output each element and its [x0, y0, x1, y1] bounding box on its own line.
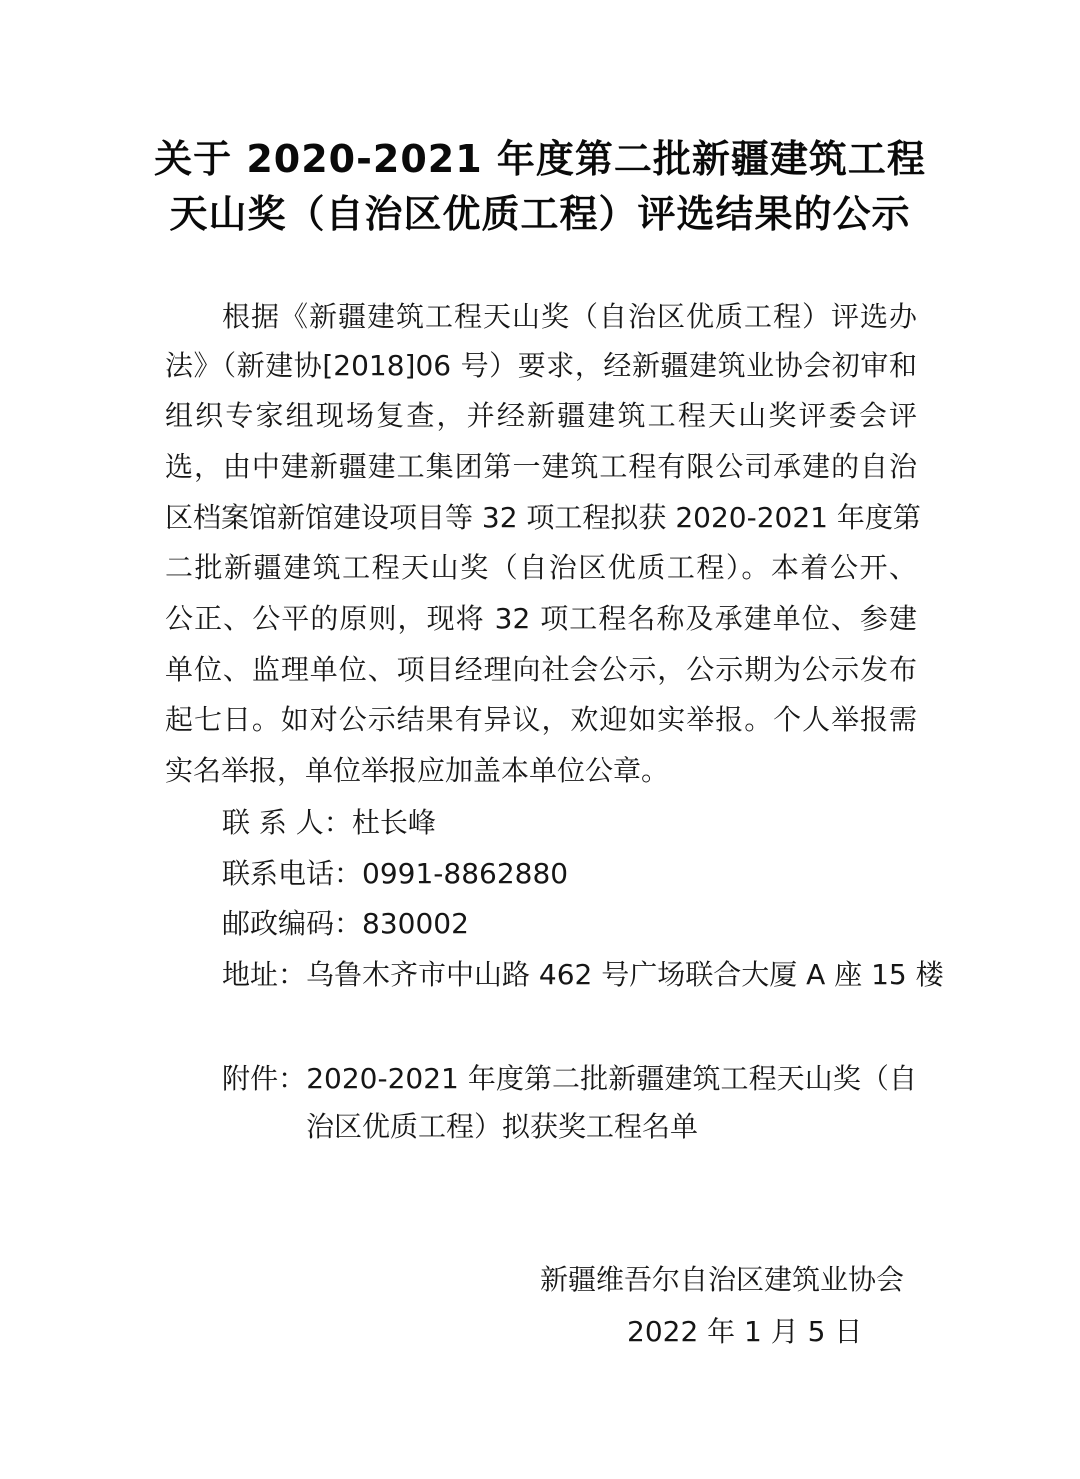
contact-person-value: 杜长峰 [351, 806, 436, 839]
body-line: 单位、监理单位、项目经理向社会公示，公示期为公示发布 [165, 653, 917, 686]
document-title-line-1: 关于 2020-2021 年度第二批新疆建筑工程 [154, 137, 926, 181]
contact-address [222, 949, 944, 1000]
body-line: 二批新疆建筑工程天山奖（自治区优质工程）。本着公开、 [165, 551, 917, 584]
body-line: 组织专家组现场复查，并经新疆建筑工程天山奖评委会评 [165, 399, 917, 432]
attachment-line-1 [222, 1053, 917, 1104]
body-line: 根据《新疆建筑工程天山奖（自治区优质工程）评选办 [222, 300, 917, 333]
contact-phone-value: 0991-8862880 [362, 857, 569, 890]
contact-address-label: 地址： [222, 958, 307, 991]
body-line: 选，由中建新疆建工集团第一建筑工程有限公司承建的自治 [165, 450, 917, 483]
attachment-text-1: 2020-2021 年度第二批新疆建筑工程天山奖（自 [306, 1062, 917, 1095]
body-line: 法》（新建协[2018]06 号）要求，经新疆建筑业协会初审和 [165, 349, 917, 382]
contact-postcode-label: 邮政编码： [222, 907, 363, 940]
document-title-line-2: 天山奖（自治区优质工程）评选结果的公示 [169, 192, 911, 236]
contact-postcode [222, 898, 469, 949]
contact-address-value: 乌鲁木齐市中山路 462 号广场联合大厦 A 座 15 楼 [306, 958, 944, 991]
contact-postcode-value: 830002 [362, 907, 469, 940]
body-line: 公正、公平的原则，现将 32 项工程名称及承建单位、参建 [165, 602, 917, 635]
attachment-label: 附件： [222, 1062, 307, 1095]
attachment-line-2: 治区优质工程）拟获奖工程名单 [306, 1110, 699, 1143]
signature-date: 2022 年 1 月 5 日 [627, 1315, 863, 1348]
body-line: 起七日。如对公示结果有异议，欢迎如实举报。个人举报需 [165, 703, 917, 736]
contact-phone-label: 联系电话： [222, 857, 363, 890]
contact-phone [222, 848, 568, 899]
contact-person-label: 联 系 人： [222, 806, 352, 839]
signature-organization: 新疆维吾尔自治区建筑业协会 [540, 1263, 905, 1296]
body-line: 实名举报，单位举报应加盖本单位公章。 [165, 754, 670, 787]
contact-person [222, 797, 436, 848]
body-line: 区档案馆新馆建设项目等 32 项工程拟获 2020-2021 年度第 [165, 501, 921, 534]
